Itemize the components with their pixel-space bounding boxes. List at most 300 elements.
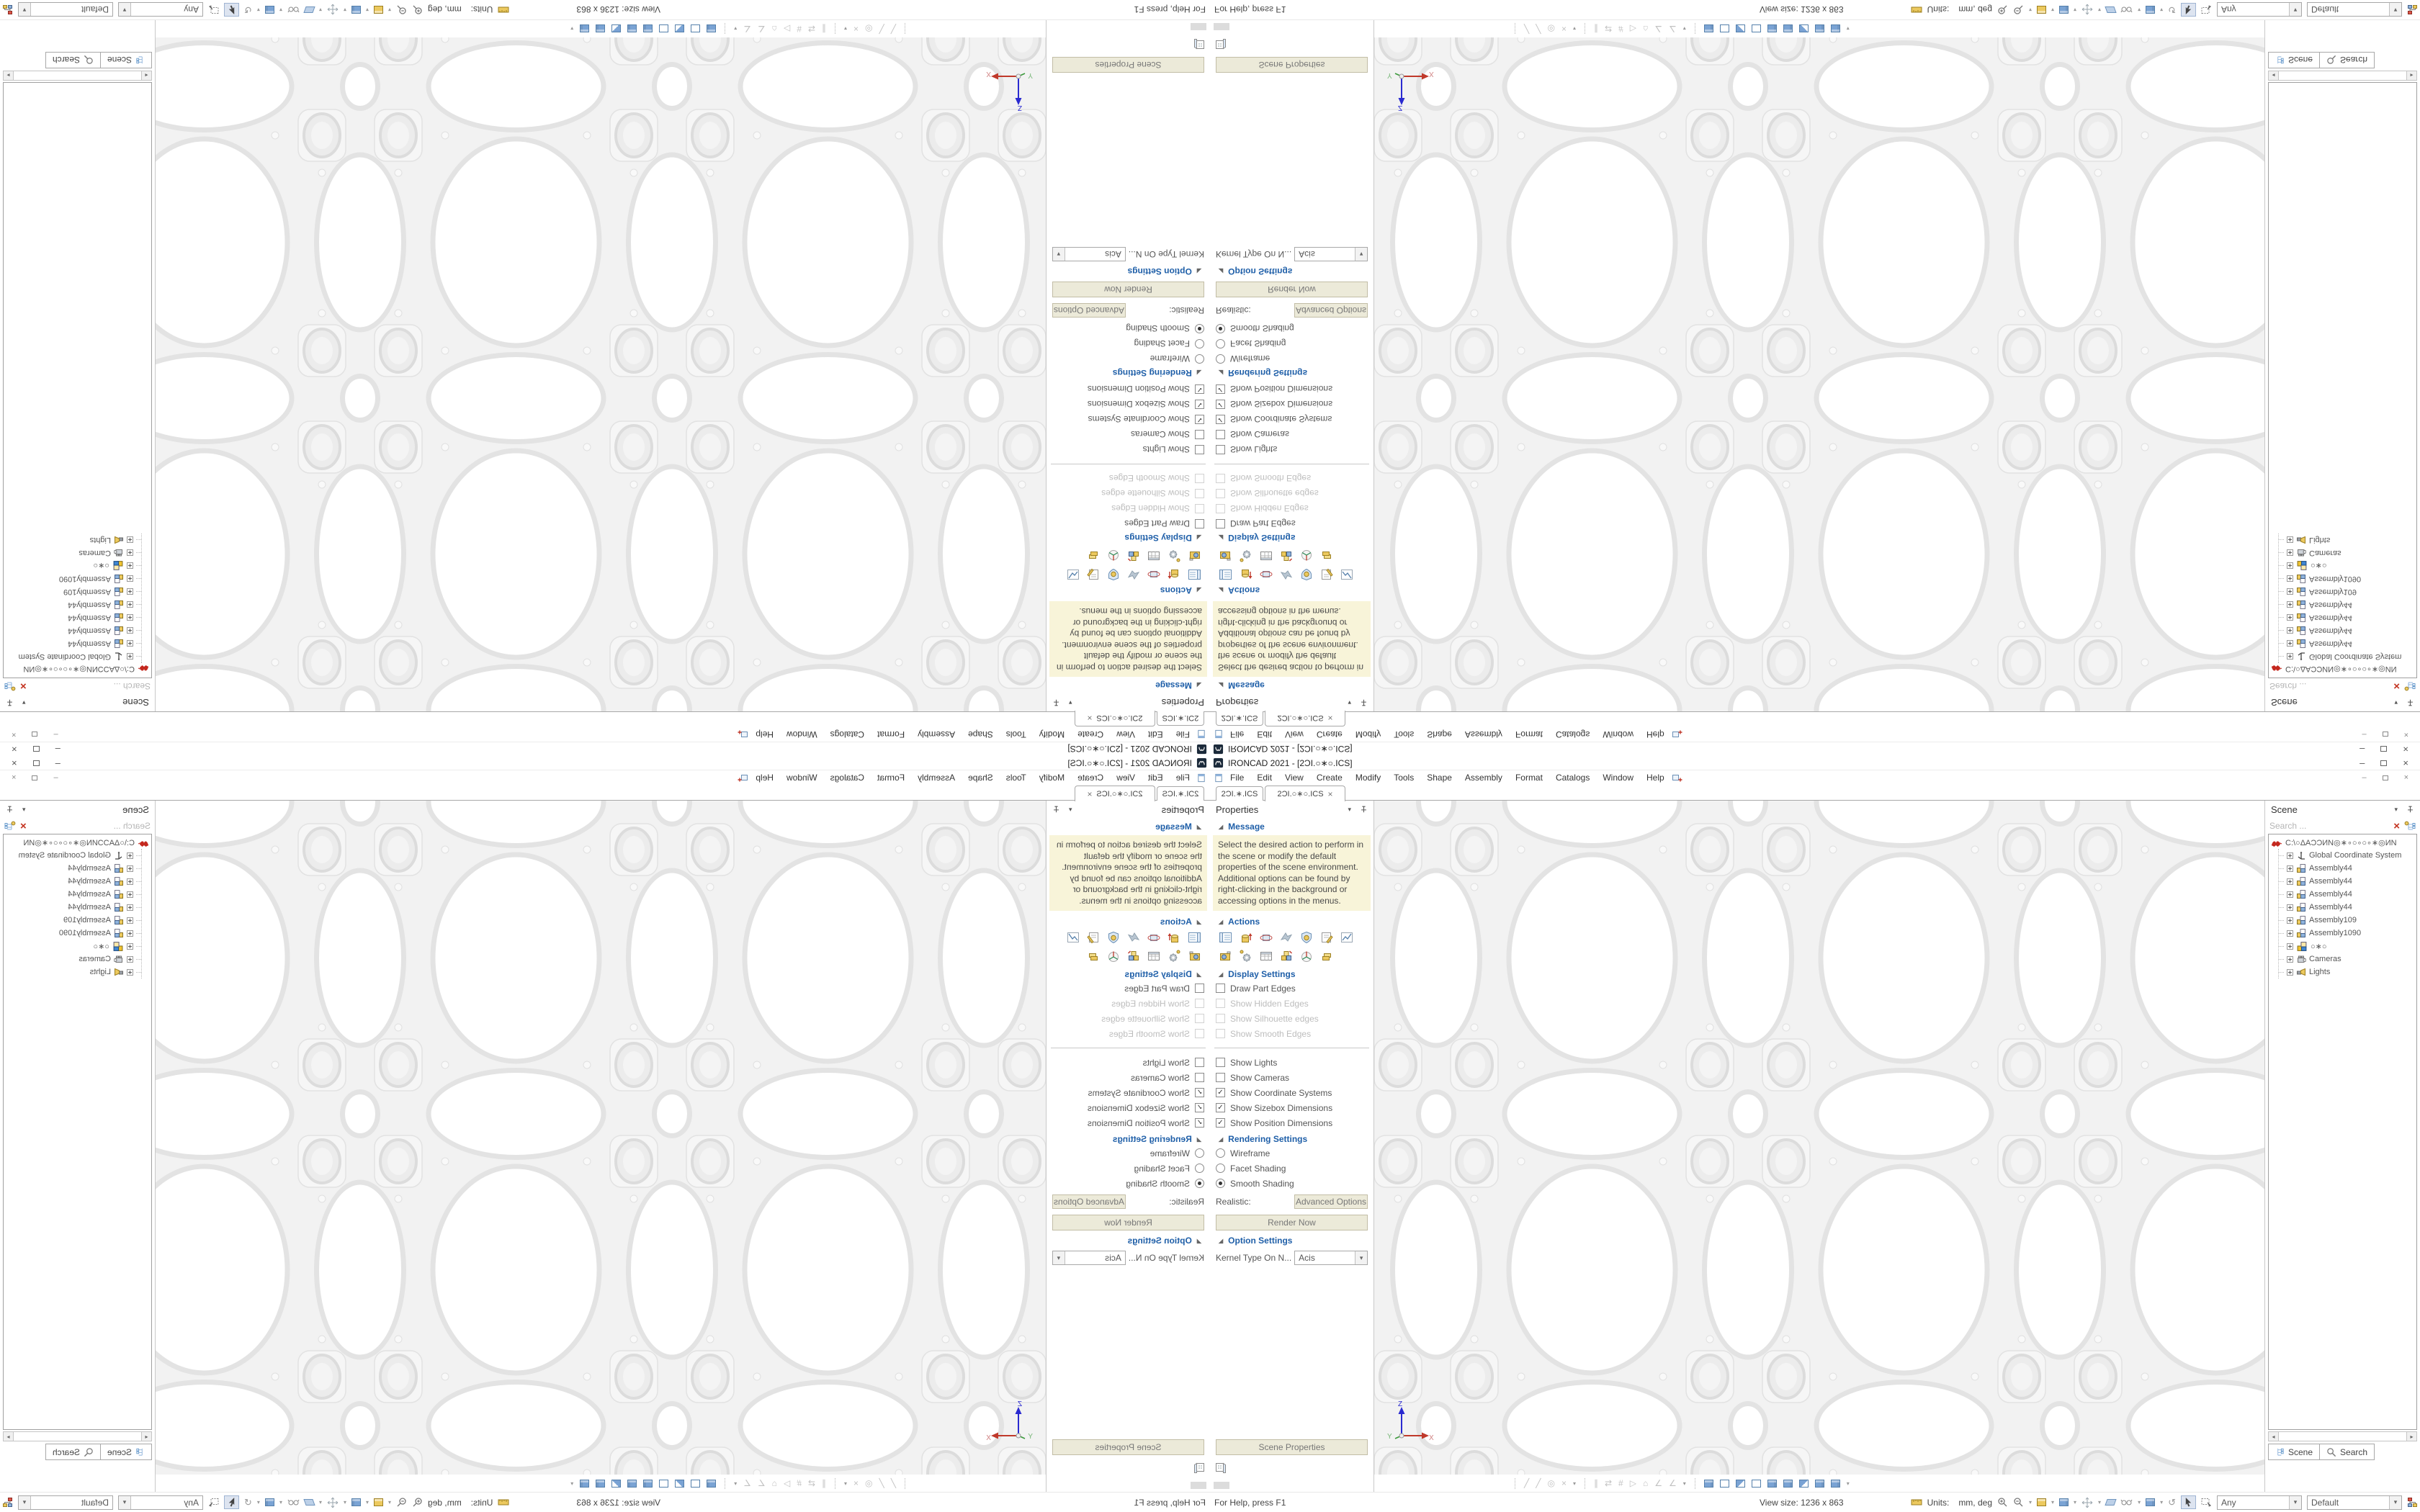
search-input[interactable]: Search ...: [113, 821, 151, 831]
checkbox-checked[interactable]: ✓: [1216, 415, 1225, 424]
perspective-glasses-icon[interactable]: [2120, 1498, 2133, 1507]
chevron-down-icon[interactable]: ▾: [1355, 1251, 1367, 1264]
scene-tree[interactable]: [2268, 834, 2417, 1430]
render-shield-icon[interactable]: [1299, 930, 1314, 945]
configuration-combo[interactable]: [18, 3, 113, 17]
expand-icon[interactable]: [127, 654, 133, 660]
assembly-blocks-icon[interactable]: [1126, 549, 1141, 563]
chevron-down-icon[interactable]: ▾: [343, 1499, 346, 1506]
tab-scene[interactable]: [2268, 52, 2320, 68]
viewport-3d[interactable]: [1374, 801, 2264, 1492]
display-settings-header[interactable]: [1210, 966, 1373, 981]
menu-view[interactable]: View: [1285, 729, 1304, 739]
view-cube-back-icon[interactable]: [1736, 1480, 1745, 1488]
menu-shape[interactable]: Shape: [968, 773, 993, 783]
tab-search[interactable]: [45, 1444, 100, 1460]
fit-scene-icon[interactable]: [2037, 1498, 2046, 1506]
menu-help[interactable]: Help: [1646, 773, 1664, 783]
menu-edit[interactable]: Edit: [1257, 773, 1273, 783]
polyline-tool-icon[interactable]: ╱: [879, 1478, 884, 1488]
chevron-down-icon[interactable]: ▾: [2051, 6, 2055, 13]
units-value[interactable]: mm, deg: [428, 4, 462, 15]
expand-icon[interactable]: [127, 865, 133, 872]
part-stack-icon[interactable]: [1086, 949, 1101, 963]
part-stack-icon[interactable]: [1319, 549, 1334, 563]
circle-tool-icon[interactable]: ◎: [865, 24, 873, 34]
doc-tab-1[interactable]: [1216, 786, 1263, 801]
tree-root-row[interactable]: [4, 836, 149, 849]
edit-sheet-icon[interactable]: [1086, 567, 1101, 582]
tree-item-gcs[interactable]: [4, 849, 141, 862]
new-part-icon[interactable]: [737, 772, 749, 783]
tree-item-active-assembly[interactable]: [2279, 940, 2416, 953]
panel-menu-icon[interactable]: ▾: [2394, 699, 2398, 707]
render-now-button[interactable]: Render Now: [1216, 1215, 1368, 1230]
clear-search-icon[interactable]: ×: [20, 819, 27, 832]
menu-shape[interactable]: Shape: [1427, 773, 1452, 783]
checkbox-checked[interactable]: ✓: [1195, 1103, 1204, 1112]
structure-icon[interactable]: [1, 1497, 13, 1508]
units-value[interactable]: mm, deg: [1958, 4, 1992, 15]
pan-icon[interactable]: [2081, 1497, 2093, 1508]
tree-item-assembly[interactable]: [2279, 637, 2416, 650]
doc-restore-icon[interactable]: [32, 775, 37, 780]
tree-item-gcs[interactable]: [4, 650, 141, 663]
checkbox[interactable]: [1216, 984, 1225, 993]
cad-model[interactable]: [156, 37, 1046, 711]
measure-icon[interactable]: ⌂: [1642, 24, 1649, 34]
menu-create[interactable]: Create: [1077, 729, 1104, 739]
camera-box-icon[interactable]: [1187, 949, 1201, 963]
view-cube-left-icon[interactable]: [1752, 1480, 1761, 1488]
structure-icon[interactable]: [2407, 1497, 2419, 1508]
advanced-options-button[interactable]: Advanced Options: [1294, 1194, 1368, 1209]
minimize-icon[interactable]: –: [55, 757, 60, 768]
filter-tree-icon[interactable]: [4, 821, 16, 832]
extrude-icon[interactable]: [1167, 567, 1181, 582]
chevron-down-icon[interactable]: ▾: [844, 25, 848, 32]
menu-view[interactable]: View: [1285, 773, 1304, 783]
tree-item-cameras[interactable]: [2279, 953, 2416, 966]
scrollbar-track[interactable]: [14, 1432, 141, 1441]
chevron-down-icon[interactable]: ▾: [365, 1499, 369, 1506]
measure-icon[interactable]: ⌂: [771, 1478, 778, 1488]
menu-format[interactable]: Format: [877, 773, 905, 783]
tree-item-cameras[interactable]: [4, 953, 141, 966]
zoom-in-icon[interactable]: [412, 1497, 423, 1508]
radio-smooth-shading[interactable]: [1047, 321, 1210, 336]
display-settings-header[interactable]: [1047, 966, 1210, 981]
view-cube-iso-icon[interactable]: [707, 25, 716, 33]
view-orientation-icon[interactable]: [351, 1498, 361, 1506]
chevron-down-icon[interactable]: ▾: [734, 1480, 738, 1487]
tree-item-gcs[interactable]: [2279, 650, 2416, 663]
graph-icon[interactable]: [1340, 567, 1354, 582]
tree-item-assembly[interactable]: [2279, 914, 2416, 927]
menu-help[interactable]: Help: [756, 729, 774, 739]
selection-filter-combo[interactable]: [118, 3, 203, 17]
expand-icon[interactable]: [2287, 641, 2293, 647]
menu-tools[interactable]: Tools: [1394, 773, 1415, 783]
restore-icon[interactable]: [2380, 760, 2387, 766]
view-cube-front-icon[interactable]: [1720, 25, 1729, 33]
polyline-tool-icon[interactable]: ╱: [1536, 1478, 1541, 1488]
option-settings-header[interactable]: [1210, 1232, 1373, 1247]
selection-filter-combo[interactable]: [118, 1495, 203, 1510]
radio-facet-shading[interactable]: [1047, 1161, 1210, 1176]
view-cube-bottom-icon[interactable]: [611, 1480, 621, 1488]
menu-catalogs[interactable]: Catalogs: [830, 729, 865, 739]
advanced-options-button[interactable]: Advanced Options: [1294, 303, 1368, 318]
marquee-select-icon[interactable]: [2201, 5, 2212, 14]
line-tool-icon[interactable]: ╱: [1524, 24, 1530, 34]
chevron-down-icon[interactable]: ▾: [365, 6, 369, 13]
menu-format[interactable]: Format: [1515, 729, 1543, 739]
checkbox-draw-part-edges[interactable]: [1047, 981, 1210, 996]
menu-create[interactable]: Create: [1077, 773, 1104, 783]
tree-item-assembly[interactable]: [4, 585, 141, 598]
chevron-down-icon[interactable]: ▾: [1682, 25, 1686, 32]
align-icon[interactable]: ▷: [784, 24, 791, 34]
message-section-header[interactable]: [1047, 818, 1210, 833]
axis-angle-icon[interactable]: ∠: [1654, 1478, 1662, 1488]
panel-menu-icon[interactable]: ▾: [22, 805, 26, 813]
checkbox-draw-part-edges[interactable]: [1047, 516, 1210, 531]
measure-icon[interactable]: ⌂: [1642, 1478, 1649, 1488]
align-icon[interactable]: ▷: [1629, 1478, 1636, 1488]
chevron-down-icon[interactable]: ▾: [2389, 1496, 2401, 1509]
radio[interactable]: [1216, 1148, 1225, 1158]
doc-close-icon[interactable]: ×: [12, 730, 17, 739]
scroll-right-icon[interactable]: ▸: [2406, 71, 2416, 80]
zoom-in-icon[interactable]: [1997, 1497, 2008, 1508]
menu-help[interactable]: Help: [1646, 729, 1664, 739]
rendering-settings-header[interactable]: [1210, 1130, 1373, 1146]
chevron-down-icon[interactable]: ▾: [19, 4, 31, 17]
option-settings-header[interactable]: [1047, 1232, 1210, 1247]
expand-icon[interactable]: [2287, 943, 2293, 950]
panel-menu-icon[interactable]: ▾: [2394, 805, 2398, 813]
tree-item-assembly[interactable]: [2279, 875, 2416, 888]
viewport-3d[interactable]: [1374, 20, 2264, 711]
view-cube-left-icon[interactable]: [659, 1480, 668, 1488]
transform-icon[interactable]: ⇄: [807, 1478, 816, 1488]
zoom-in-icon[interactable]: [1997, 4, 2008, 15]
grid-window-icon[interactable]: [1259, 549, 1273, 563]
menu-catalogs[interactable]: Catalogs: [830, 773, 865, 783]
tree-item-assembly[interactable]: [4, 611, 141, 624]
pin-icon[interactable]: [2406, 805, 2414, 814]
expand-icon[interactable]: [127, 943, 133, 950]
select-tool-active[interactable]: [2181, 3, 2196, 17]
radio[interactable]: [1216, 339, 1225, 348]
view-cube-bottom-icon[interactable]: [1799, 1480, 1809, 1488]
menu-tools[interactable]: Tools: [1394, 729, 1415, 739]
part-stack-icon[interactable]: [1086, 549, 1101, 563]
view-cube-right-icon[interactable]: [1767, 25, 1777, 33]
tree-item-assembly[interactable]: [4, 862, 141, 875]
search-input[interactable]: Search ...: [2269, 821, 2307, 831]
rotate-view-icon[interactable]: [1126, 930, 1141, 945]
expand-icon[interactable]: [127, 550, 133, 557]
radio[interactable]: [1195, 1164, 1204, 1173]
tree-item-assembly[interactable]: [2279, 901, 2416, 914]
new-part-icon[interactable]: [737, 729, 749, 740]
menu-file[interactable]: File: [1175, 729, 1190, 739]
transform-icon[interactable]: ⇄: [1604, 24, 1613, 34]
kernel-combo[interactable]: [1294, 247, 1368, 261]
orbit-camera-icon[interactable]: [1147, 930, 1161, 945]
chevron-down-icon[interactable]: ▾: [1572, 1480, 1576, 1487]
view-cube-iso2-icon[interactable]: [596, 1480, 605, 1488]
assembly-blocks-icon[interactable]: [1126, 949, 1141, 963]
tree-item-active-assembly[interactable]: [4, 940, 141, 953]
dock-tab-icon[interactable]: [1193, 1461, 1205, 1473]
fit-scene-icon[interactable]: [374, 6, 383, 14]
graph-icon[interactable]: [1066, 930, 1080, 945]
radio-wireframe[interactable]: [1210, 1146, 1373, 1161]
view-cube-back-icon[interactable]: [1736, 25, 1745, 33]
checkbox-checked[interactable]: ✓: [1195, 400, 1204, 409]
new-part-icon[interactable]: [1671, 772, 1683, 783]
doc-minimize-icon[interactable]: –: [2362, 773, 2367, 782]
chevron-down-icon[interactable]: ▾: [119, 1496, 131, 1509]
tab-search[interactable]: [45, 52, 100, 68]
view-cube-iso-icon[interactable]: [1704, 1480, 1713, 1488]
clip-plane-icon[interactable]: [2105, 1499, 2116, 1506]
point-tool-icon[interactable]: ×: [1561, 24, 1567, 34]
structure-icon[interactable]: [2407, 4, 2419, 16]
expand-icon[interactable]: [127, 563, 133, 570]
doc-tab-1[interactable]: [1157, 711, 1204, 726]
radio-smooth-shading[interactable]: [1047, 1176, 1210, 1191]
checkbox-show-lights[interactable]: [1210, 442, 1373, 457]
tree-item-active-assembly[interactable]: [4, 559, 141, 572]
view-cube-bottom-icon[interactable]: [1799, 25, 1809, 33]
checkbox-show-sizebox-dimensions[interactable]: [1047, 1100, 1210, 1115]
menu-assembly[interactable]: Assembly: [1464, 729, 1502, 739]
checkbox-checked[interactable]: ✓: [1195, 384, 1204, 394]
search-input[interactable]: Search ...: [2269, 681, 2307, 691]
doc-tab-close-icon[interactable]: ×: [1087, 788, 1093, 799]
line-tool-icon[interactable]: ╱: [890, 24, 896, 34]
checkbox-checked[interactable]: ✓: [1195, 415, 1204, 424]
checkbox[interactable]: [1195, 1073, 1204, 1082]
menu-help[interactable]: Help: [756, 773, 774, 783]
radio-facet-shading[interactable]: [1210, 336, 1373, 351]
minimize-icon[interactable]: –: [2360, 757, 2365, 768]
expand-icon[interactable]: [127, 537, 133, 544]
tree-item-assembly[interactable]: [4, 888, 141, 901]
advanced-options-button[interactable]: Advanced Options: [1052, 1194, 1126, 1209]
expand-icon[interactable]: [2287, 956, 2293, 963]
part-stack-icon[interactable]: [1319, 949, 1334, 963]
fit-scene-icon[interactable]: [2037, 6, 2046, 14]
checkbox[interactable]: [1195, 519, 1204, 528]
triball-icon[interactable]: [1299, 549, 1314, 563]
scrollbar-track[interactable]: [2279, 71, 2406, 80]
doc-close-icon[interactable]: ×: [12, 773, 17, 782]
marquee-select-icon[interactable]: [208, 5, 219, 14]
menu-modify[interactable]: Modify: [1039, 773, 1065, 783]
menu-tools[interactable]: Tools: [1005, 773, 1026, 783]
checkbox-show-coordinate-systems[interactable]: [1210, 412, 1373, 427]
parallel-constraint-icon[interactable]: ∥: [822, 24, 827, 34]
checkbox-checked[interactable]: ✓: [1216, 1103, 1225, 1112]
expand-icon[interactable]: [2287, 537, 2293, 544]
axis-angle-icon[interactable]: ∠: [743, 1478, 752, 1488]
select-tool-active[interactable]: [224, 1495, 239, 1509]
scene-properties-button[interactable]: Scene Properties: [1052, 57, 1204, 73]
panel-menu-icon[interactable]: ▾: [22, 699, 26, 707]
search-input[interactable]: Search ...: [113, 681, 151, 691]
option-settings-header[interactable]: [1210, 265, 1373, 280]
checkbox-checked[interactable]: ✓: [1216, 384, 1225, 394]
scroll-left-icon[interactable]: ◂: [141, 1432, 151, 1441]
chevron-down-icon[interactable]: ▾: [19, 1496, 31, 1509]
dock-tab-icon[interactable]: [1215, 39, 1227, 51]
view-cube-right-icon[interactable]: [643, 1480, 653, 1488]
tree-item-lights[interactable]: [2279, 966, 2416, 978]
checkbox[interactable]: [1195, 1058, 1204, 1067]
chevron-down-icon[interactable]: ▾: [318, 1499, 322, 1506]
axis-angle-icon[interactable]: ∠: [758, 1478, 766, 1488]
parallel-constraint-icon[interactable]: ∥: [822, 1478, 827, 1488]
pan-icon[interactable]: [2081, 4, 2093, 16]
previous-view-icon[interactable]: ↺: [244, 4, 252, 16]
doc-restore-icon[interactable]: [32, 732, 37, 737]
chevron-down-icon[interactable]: ▾: [387, 1499, 391, 1506]
radio-selected[interactable]: [1195, 324, 1204, 333]
menu-create[interactable]: Create: [1316, 773, 1343, 783]
panel-menu-icon[interactable]: ▾: [1069, 805, 1072, 813]
view-cube-front-icon[interactable]: [1720, 1480, 1729, 1488]
tree-item-cameras[interactable]: [4, 546, 141, 559]
selection-filter-combo[interactable]: [2217, 3, 2302, 17]
checkbox[interactable]: [1216, 430, 1225, 439]
checkbox-checked[interactable]: ✓: [1195, 1088, 1204, 1097]
tab-search[interactable]: [2320, 1444, 2375, 1460]
tab-search[interactable]: [2320, 52, 2375, 68]
panel-menu-icon[interactable]: ▾: [1348, 805, 1351, 813]
radio-smooth-shading[interactable]: [1210, 321, 1373, 336]
filter-tree-icon[interactable]: [4, 681, 16, 692]
previous-view-icon[interactable]: ↺: [2168, 1496, 2176, 1508]
perspective-glasses-icon[interactable]: [287, 1498, 300, 1507]
tab-scene[interactable]: [100, 1444, 152, 1460]
zoom-out-icon[interactable]: [2013, 4, 2024, 15]
view-cube-iso3-icon[interactable]: [580, 25, 589, 33]
chevron-down-icon[interactable]: ▾: [2138, 1499, 2141, 1506]
doc-tab-close-icon[interactable]: ×: [1327, 713, 1333, 724]
checkbox-show-sizebox-dimensions[interactable]: [1210, 1100, 1373, 1115]
view-cube-iso-icon[interactable]: [1704, 25, 1713, 33]
viewport-3d[interactable]: [156, 801, 1046, 1492]
circle-tool-icon[interactable]: ◎: [1547, 24, 1555, 34]
chevron-down-icon[interactable]: ▾: [1846, 25, 1850, 32]
view-cube-back-icon[interactable]: [675, 25, 684, 33]
menu-edit[interactable]: Edit: [1257, 729, 1273, 739]
cad-model[interactable]: [1374, 37, 2264, 711]
filter-tree-icon[interactable]: [2404, 681, 2416, 692]
scene-tree[interactable]: [2268, 82, 2417, 678]
graph-icon[interactable]: [1340, 930, 1354, 945]
tree-item-assembly[interactable]: [4, 927, 141, 940]
message-section-header[interactable]: [1047, 679, 1210, 694]
doc-close-icon[interactable]: ×: [2403, 730, 2408, 739]
extrude-icon[interactable]: [1239, 930, 1253, 945]
kernel-combo[interactable]: [1052, 247, 1126, 261]
tree-item-assembly[interactable]: [4, 901, 141, 914]
chevron-down-icon[interactable]: ▾: [2051, 1499, 2055, 1506]
minimize-icon[interactable]: –: [55, 744, 60, 755]
point-tool-icon[interactable]: ×: [853, 1478, 859, 1488]
marquee-select-icon[interactable]: [2201, 1498, 2212, 1507]
rendering-settings-header[interactable]: [1047, 366, 1210, 382]
configuration-combo[interactable]: [18, 1495, 113, 1510]
grid-window-icon[interactable]: [1259, 949, 1273, 963]
tree-item-assembly[interactable]: [4, 572, 141, 585]
align-icon[interactable]: ▷: [784, 1478, 791, 1488]
orbit-camera-icon[interactable]: [1259, 567, 1273, 582]
chevron-down-icon[interactable]: ▾: [1682, 1480, 1686, 1487]
expand-icon[interactable]: [127, 930, 133, 937]
chevron-down-icon[interactable]: ▾: [2289, 4, 2301, 17]
scene-browser-icon[interactable]: [1219, 567, 1233, 582]
checkbox[interactable]: [1216, 1073, 1225, 1082]
doc-minimize-icon[interactable]: –: [2362, 730, 2367, 739]
checkbox[interactable]: [1195, 984, 1204, 993]
view-cube-back-icon[interactable]: [675, 1480, 684, 1488]
menu-modify[interactable]: Modify: [1355, 773, 1381, 783]
scroll-right-icon[interactable]: ▸: [4, 71, 14, 80]
tree-item-assembly[interactable]: [2279, 611, 2416, 624]
menu-window[interactable]: Window: [1603, 773, 1634, 783]
view-cube-front-icon[interactable]: [691, 25, 700, 33]
menu-view[interactable]: View: [1116, 729, 1135, 739]
camera-view-icon[interactable]: [2146, 1498, 2155, 1506]
clip-plane-icon[interactable]: [2105, 6, 2116, 13]
rotate-view-icon[interactable]: [1279, 567, 1294, 582]
view-cube-left-icon[interactable]: [1752, 25, 1761, 33]
checkbox-show-cameras[interactable]: [1047, 1070, 1210, 1085]
chevron-down-icon[interactable]: ▾: [2098, 6, 2102, 13]
expand-icon[interactable]: [127, 969, 133, 976]
message-section-header[interactable]: [1210, 679, 1373, 694]
chevron-down-icon[interactable]: ▾: [1572, 25, 1576, 32]
graph-icon[interactable]: [1066, 567, 1080, 582]
actions-section-header[interactable]: [1210, 913, 1373, 928]
settings-gear-icon[interactable]: [1167, 549, 1181, 563]
menu-window[interactable]: Window: [786, 729, 817, 739]
scene-browser-icon[interactable]: [1219, 930, 1233, 945]
tab-scene[interactable]: [100, 52, 152, 68]
doc-restore-icon[interactable]: [2383, 732, 2388, 737]
view-cube-left-icon[interactable]: [659, 25, 668, 33]
expand-icon[interactable]: [2287, 563, 2293, 570]
render-shield-icon[interactable]: [1106, 930, 1121, 945]
view-orientation-icon[interactable]: [2059, 6, 2069, 14]
menu-window[interactable]: Window: [1603, 729, 1634, 739]
configuration-combo[interactable]: [2307, 1495, 2402, 1510]
zoom-in-icon[interactable]: [412, 4, 423, 15]
checkbox[interactable]: [1216, 519, 1225, 528]
radio-smooth-shading[interactable]: [1210, 1176, 1373, 1191]
view-cube-top-icon[interactable]: [1783, 25, 1793, 33]
doc-tab-close-icon[interactable]: ×: [1087, 713, 1093, 724]
chevron-down-icon[interactable]: ▾: [734, 25, 738, 32]
doc-tab-close-icon[interactable]: ×: [1327, 788, 1333, 799]
